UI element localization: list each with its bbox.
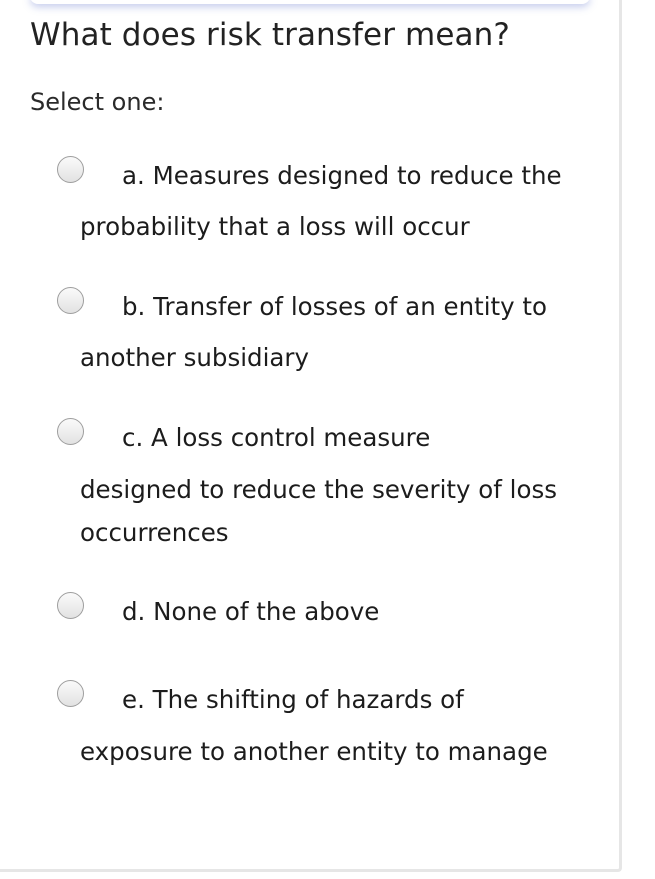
option-e-label-rest[interactable]: exposure to another entity to manage (80, 737, 548, 766)
option-a-label[interactable]: a. Measures designed to reduce the probability that a loss will occur (80, 161, 562, 241)
option-e-label-first[interactable]: e. The shifting of hazards of (122, 685, 464, 714)
option-b-label[interactable]: b. Transfer of losses of an entity to another subsidiary (80, 292, 548, 372)
select-one-prompt: Select one: (30, 88, 165, 116)
option-c-label-first[interactable]: c. A loss control measure (122, 423, 431, 452)
option-d-label[interactable]: d. None of the above (122, 597, 380, 626)
option-c-label-rest[interactable]: designed to reduce the severity of loss occurrences (80, 475, 557, 547)
question-text: What does risk transfer mean? (30, 17, 510, 53)
